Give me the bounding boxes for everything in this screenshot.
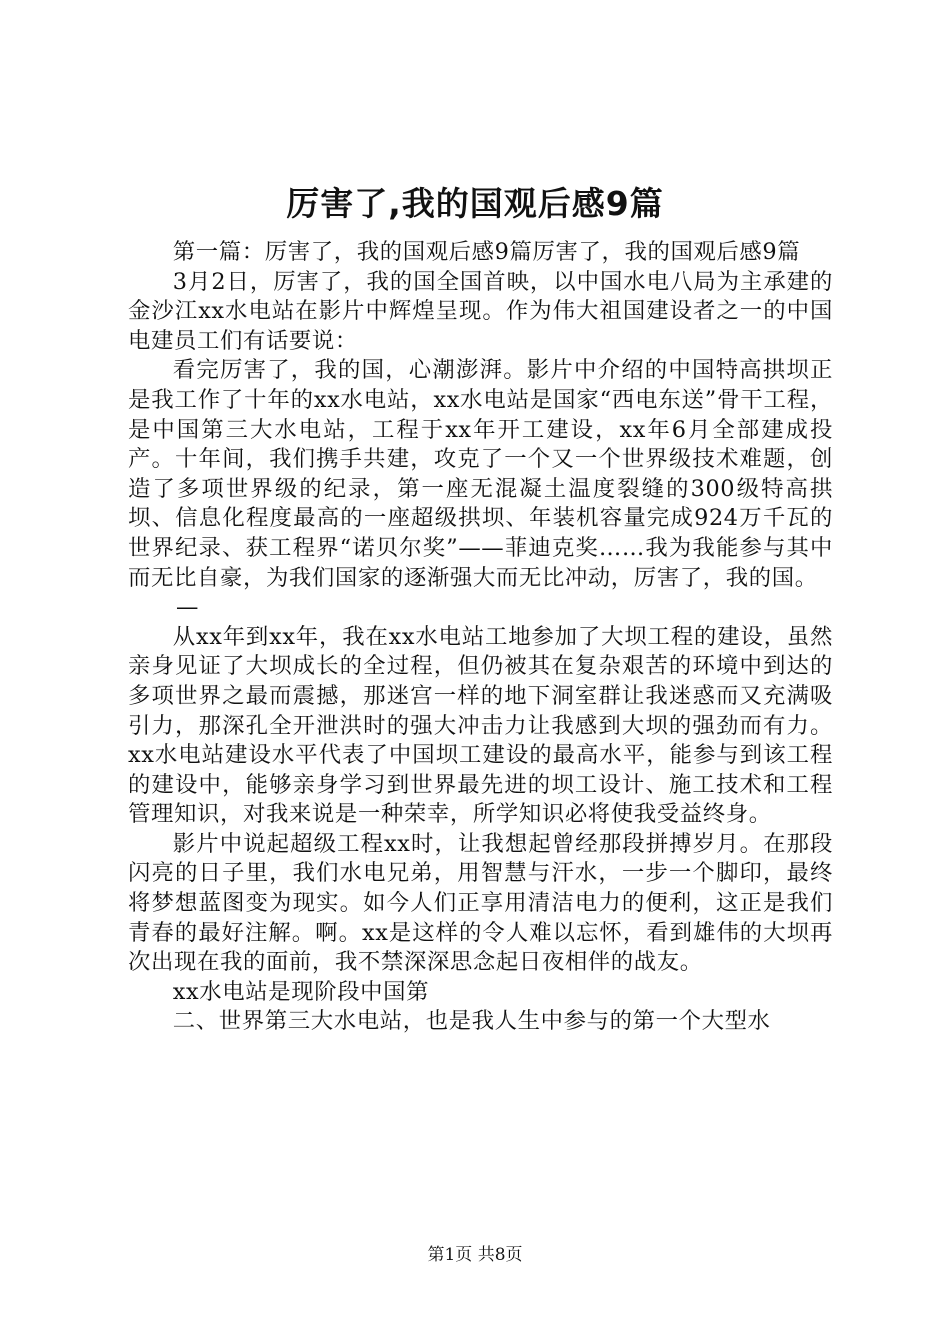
paragraph-1: 第一篇：厉害了，我的国观后感9篇厉害了，我的国观后感9篇 — [172, 239, 801, 265]
paragraph-7: 二、世界第三大水电站，也是我人生中参与的第一个大型水 — [172, 1008, 771, 1035]
paragraph-5: 影片中说起超级工程xx时，让我想起曾经那段拼搏岁月。在那段闪亮的日子里，我们水电兄弟，用智慧与汗水，一步一个脚印，最终将梦想蓝图变为现实。如今人们正享用清洁电力的便利，这正是我们青春的最好注解。啊。xx是这样的令人难以忘怀，看到雄伟的大坝再次出现在我的面前，我不禁深深思念起日夜相伴的战友。 — [128, 830, 833, 976]
paragraph-2: 3月2日，厉害了，我的国全国首映，以中国水电八局为主承建的金沙江xx水电站在影片中辉煌呈现。作为伟大祖国建设者之一的中国电建员工们有话要说： — [128, 268, 833, 354]
page-number-footer: 第1页 共8页 — [427, 1245, 523, 1265]
document-title: 厉害了,我的国观后感9篇 — [286, 184, 664, 223]
separator-dash: — — [176, 594, 199, 621]
paragraph-4: 从xx年到xx年，我在xx水电站工地参加了大坝工程的建设，虽然亲身见证了大坝成长的全过程，但仍被其在复杂艰苦的环境中到达的多项世界之最而震撼，那迷宫一样的地下洞室群让我迷惑而又充满吸引力，那深孔全开泄洪时的强大冲击力让我感到大坝的强劲而有力。xx水电站建设水平代表了中国坝工建设的最高水平，能参与到该工程的建设中，能够亲身学习到世界最先进的坝工设计、施工技术和工程管理知识，对我来说是一种荣幸，所学知识必将使我受益终身。 — [128, 623, 833, 828]
paragraph-6: xx水电站是现阶段中国第 — [172, 978, 430, 1005]
paragraph-3: 看完厉害了，我的国，心潮澎湃。影片中介绍的中国特高拱坝正是我工作了十年的xx水电站，xx水电站是国家“西电东送”骨干工程，是中国第三大水电站，工程于xx年开工建设，xx年6月全部建成投产。十年间，我们携手共建，攻克了一个又一个世界级技术难题，创造了多项世界级的纪录，第一座无混凝土温度裂缝的300级特高拱坝、信息化程度最高的一座超级拱坝、年装机容量完成924万千瓦的世界纪录、获工程界“诺贝尔奖”——菲迪克奖……我为我能参与其中而无比自豪，为我们国家的逐渐强大而无比冲动，厉害了，我的国。 — [128, 357, 833, 591]
document-body — [128, 238, 833, 1037]
